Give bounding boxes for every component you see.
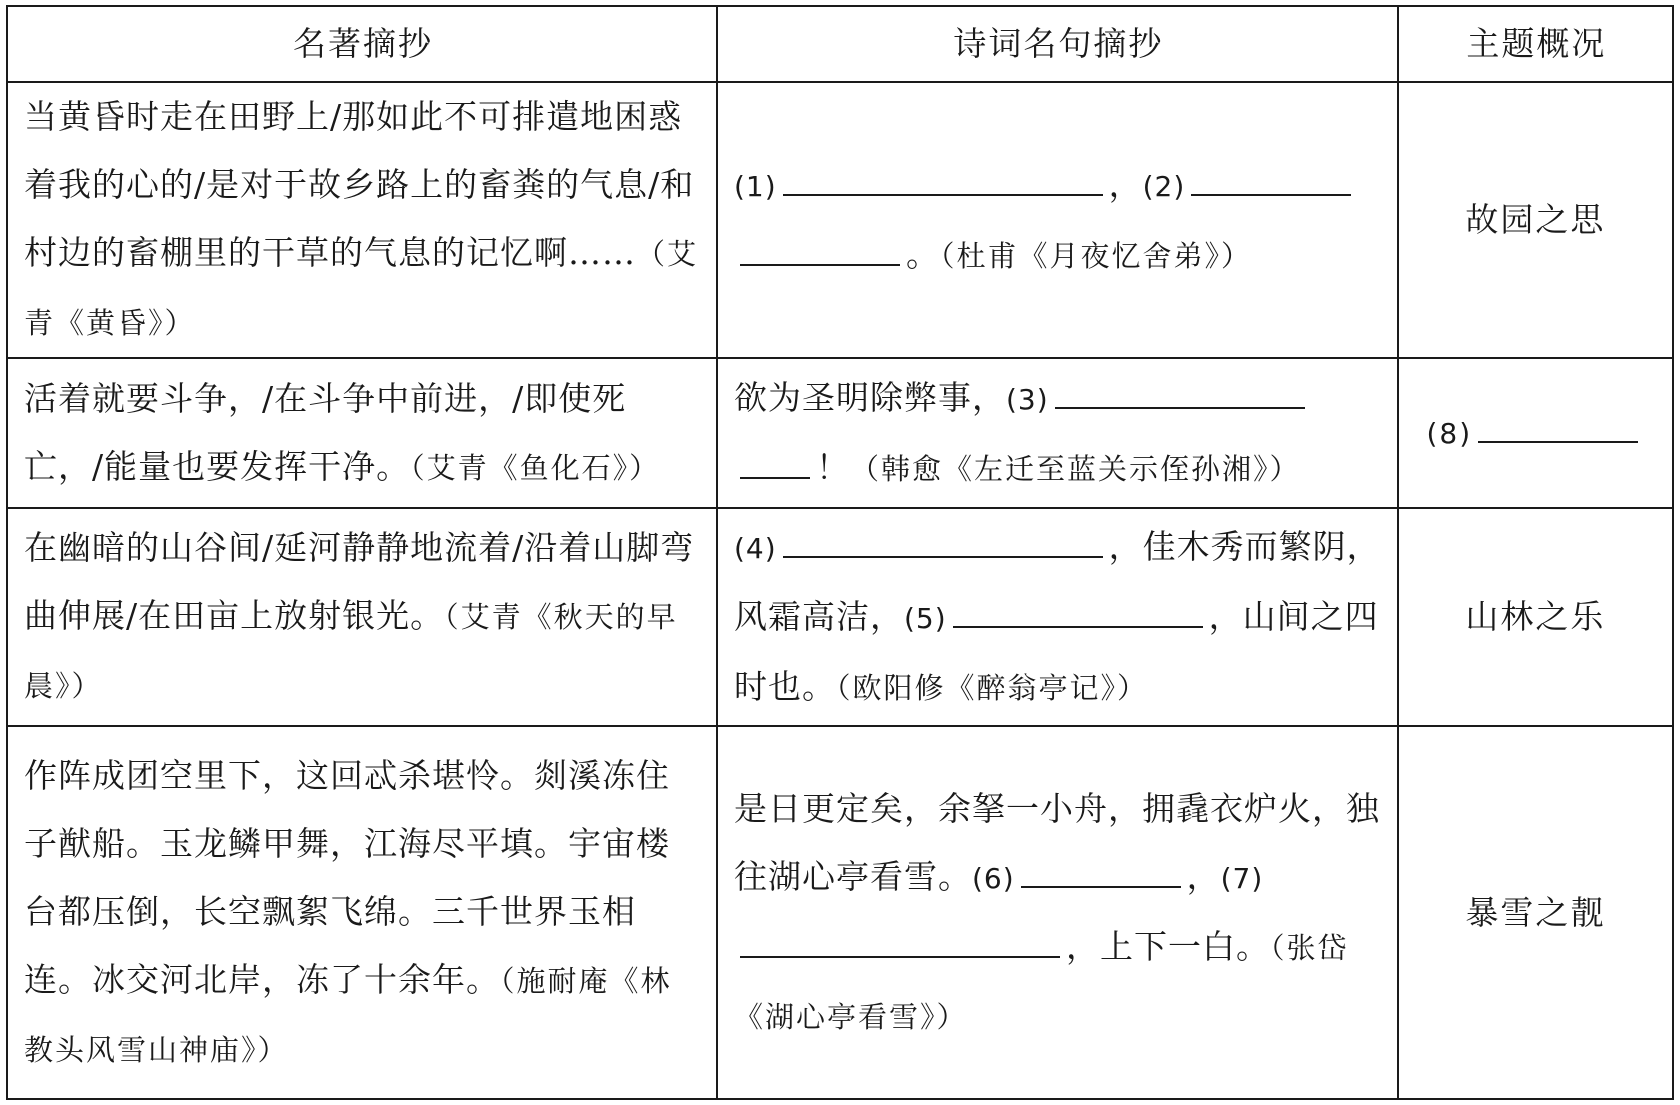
poem-cell: [717, 508, 1398, 726]
answer-blank-2[interactable]: [1191, 161, 1351, 196]
excerpt-cell: [7, 508, 717, 726]
table-row: [7, 358, 1673, 508]
poem-source: （欧阳修《醉翁亭记》）: [835, 670, 1148, 705]
excerpt-text: 在幽暗的山谷间/延河静静地流着/沿着山脚弯曲伸展/在田亩上放射银光。: [24, 528, 695, 635]
literature-worksheet-table: [6, 5, 1674, 1100]
answer-blank-5[interactable]: [953, 593, 1203, 628]
poem-source: （韩愈《左迁至蓝关示侄孙湘》）: [849, 451, 1301, 486]
poem-text: ，佳木秀而繁阴，风霜高洁，: [733, 526, 1381, 636]
answer-blank-3[interactable]: [1055, 374, 1305, 409]
table-row: [7, 508, 1673, 726]
excerpt-source: （艾青《黄昏》）: [24, 237, 699, 340]
theme-cell: 山林之乐: [1398, 508, 1673, 726]
poem-text: 是日更定矣，余拏一小舟，拥毳衣炉火，独往湖心亭看雪。: [733, 788, 1380, 896]
poem-text: ！: [815, 447, 850, 487]
header-theme: 主题概况: [1398, 6, 1673, 82]
poem-text: ，山间之四时也。: [733, 596, 1379, 706]
poem-cell: [717, 82, 1398, 358]
theme-cell: 暴雪之靓: [1398, 726, 1673, 1099]
answer-blank-2-cont[interactable]: [740, 231, 900, 266]
blank-number: (6): [971, 861, 1015, 895]
excerpt-text: 活着就要斗争，/在斗争中前进，/即使死亡，/能量也要发挥干净。: [24, 378, 627, 486]
poem-text: 。: [905, 234, 940, 274]
answer-blank-8[interactable]: [1478, 408, 1638, 443]
poem-source: （杜甫《月夜忆舍弟》）: [939, 238, 1252, 273]
blank-number: (2): [1142, 169, 1186, 203]
poem-cell: [717, 726, 1398, 1099]
blank-number: (4): [733, 531, 777, 565]
excerpt-cell: [7, 82, 717, 358]
header-poem: 诗词名句摘抄: [717, 6, 1398, 82]
blank-number: (3): [1005, 382, 1049, 416]
theme-cell: [1398, 358, 1673, 508]
excerpt-text: 作阵成团空里下，这回忒杀堪怜。剡溪冻住子猷船。玉龙鳞甲舞，江海尽平填。宇宙楼台都压倒，长空飘絮飞绵。三千世界玉相连。冰交河北岸，冻了十余年。: [24, 755, 670, 999]
poem-text: ，上下一白。: [1065, 926, 1270, 966]
answer-blank-6[interactable]: [1021, 853, 1181, 888]
excerpt-source: （施耐庵《林教头风雪山神庙》）: [24, 963, 672, 1067]
poem-text: 欲为圣明除弊事，: [733, 377, 1006, 417]
blank-number: (8): [1426, 417, 1473, 450]
theme-cell: 故园之思: [1398, 82, 1673, 358]
blank-number: (7): [1220, 861, 1264, 895]
answer-blank-7[interactable]: [740, 923, 1060, 958]
table-row: [7, 726, 1673, 1099]
blank-number: (1): [733, 169, 777, 203]
header-excerpt: 名著摘抄: [7, 6, 717, 82]
poem-cell: [717, 358, 1398, 508]
excerpt-cell: [7, 726, 717, 1099]
header-row: [7, 6, 1673, 82]
answer-blank-1[interactable]: [783, 161, 1103, 196]
poem-text: ，: [1186, 856, 1221, 896]
excerpt-cell: [7, 358, 717, 508]
excerpt-text: 当黄昏时走在田野上/那如此不可排遣地困惑着我的心的/是对于故乡路上的畜粪的气息/和村边的畜棚里的干草的气息的记忆啊……: [24, 97, 695, 272]
poem-text: ，: [1108, 164, 1143, 204]
excerpt-source: （艾青《鱼化石》）: [410, 450, 661, 485]
table-row: [7, 82, 1673, 358]
blank-number: (5): [903, 601, 947, 635]
excerpt-source: （艾青《秋天的早晨》）: [24, 600, 678, 703]
answer-blank-4[interactable]: [783, 523, 1103, 558]
answer-blank-3-cont[interactable]: [740, 444, 810, 479]
poem-source: （张岱《湖心亭看雪》）: [733, 930, 1349, 1034]
